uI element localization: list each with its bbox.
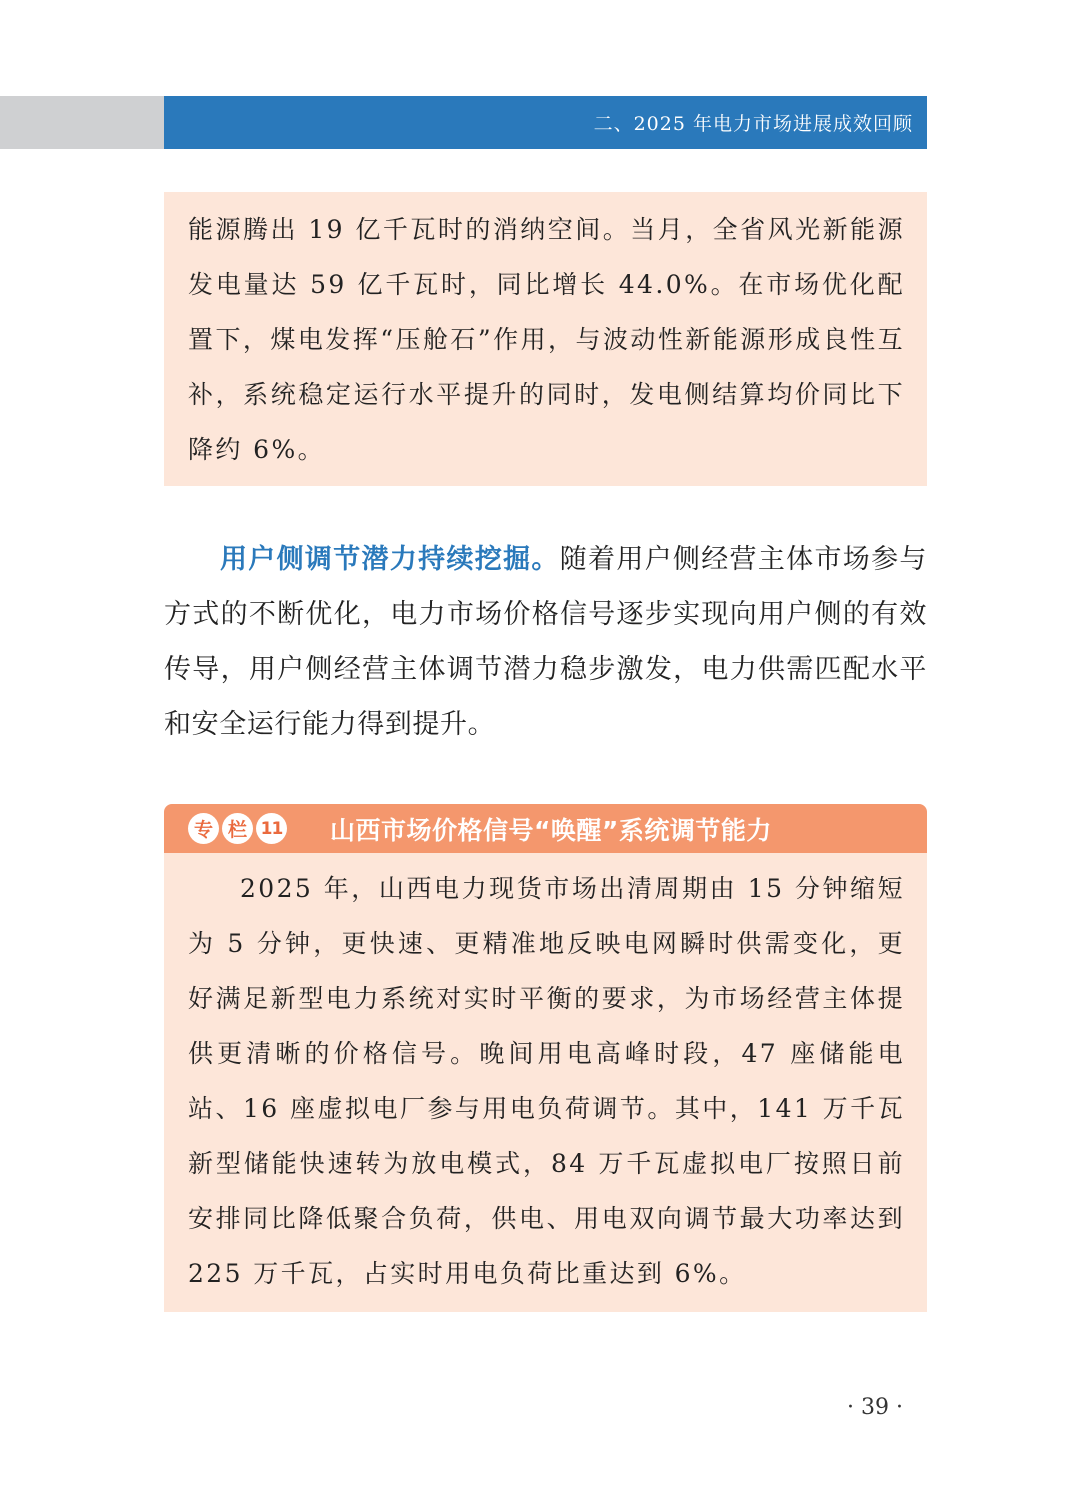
case-box-continued xyxy=(164,192,927,486)
paragraph-text: 随着用户侧经营主体市场参与方式的不断优化，电力市场价格信号逐步实现向用户侧的有效传导，用户侧经营主体调节潜力稳步激发，电力供需匹配水平和安全运行能力得到提升。 xyxy=(164,544,927,740)
section-title: 二、2025 年电力市场进展成效回顾 xyxy=(593,113,913,135)
header-gray-tab xyxy=(0,96,164,149)
paragraph-highlight: 用户侧调节潜力持续挖掘。 xyxy=(220,544,560,575)
column-box xyxy=(164,853,927,1312)
running-header xyxy=(164,96,927,149)
column-number: 11 xyxy=(256,813,287,844)
column-label-zhuan: 专 xyxy=(188,813,219,844)
case-box-text: 能源腾出 19 亿千瓦时的消纳空间。当月，全省风光新能源发电量达 59 亿千瓦时，同比增长 44.0%。在市场优化配置下，煤电发挥“压舱石”作用，与波动性新能源形成良性互补，系统稳定运行水平提升的同时，发电侧结算均价同比下降约 6%。 xyxy=(188,215,905,464)
column-text: 2025 年，山西电力现货市场出清周期由 15 分钟缩短为 5 分钟，更快速、更精准地反映电网瞬时供需变化，更好满足新型电力系统对实时平衡的要求，为市场经营主体提供更清晰的价格信号。晚间用电高峰时段，47 座储能电站、16 座虚拟电厂参与用电负荷调节。其中，141 万千瓦新型储能快速转为放电模式，84 万千瓦虚拟电厂按照日前安排同比降低聚合负荷，供电、用电双向调节最大功率达到 225 万千瓦，占实时用电负荷比重达到 6%。 xyxy=(188,874,905,1288)
body-paragraph xyxy=(164,532,927,752)
column-title: 山西市场价格信号“唤醒”系统调节能力 xyxy=(330,815,772,845)
column-header xyxy=(164,804,927,853)
page-number: · 39 · xyxy=(847,1395,903,1420)
column-label-lan: 栏 xyxy=(222,813,253,844)
